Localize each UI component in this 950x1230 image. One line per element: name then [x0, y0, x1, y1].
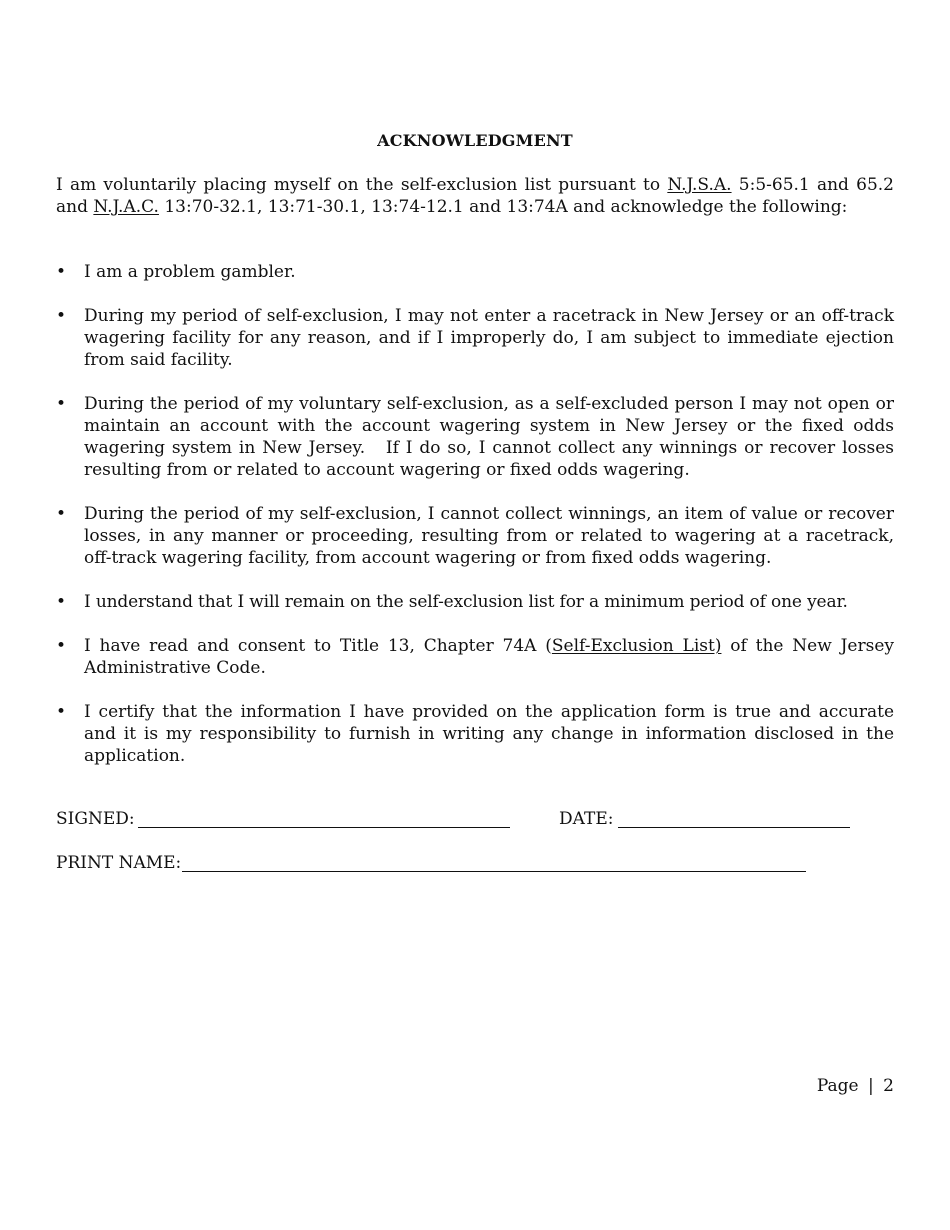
list-item — [56, 503, 894, 569]
bullet-icon: • — [56, 262, 67, 282]
list-item — [56, 701, 894, 767]
list-item-text: I understand that I will remain on the self-exclusion list for a minimum period of one year. — [84, 592, 848, 612]
self-exclusion-list-reference: Self-Exclusion List) — [551, 636, 722, 656]
list-item-text: During the period of my voluntary self-exclusion, as a self-excluded person I may not open or maintain an account with the account wagering system in New Jersey or the fixed odds wagering system in New Jersey. If I do so, I cannot collect any winnings or recover losses resulting from or related to account wagering or fixed odds wagering. — [84, 394, 900, 480]
print-name-field[interactable] — [182, 871, 806, 872]
list-item-text-1: I have read and consent to Title 13, Chapter 74A ( — [84, 636, 552, 656]
bullet-icon: • — [56, 702, 67, 722]
bullet-icon: • — [56, 504, 67, 524]
list-item-text: During my period of self-exclusion, I may not enter a racetrack in New Jersey or an off-track wagering facility for any reason, and if I improperly do, I am subject to immediate ejection from said facility. — [84, 306, 894, 370]
signed-label: SIGNED: — [56, 809, 135, 829]
page-separator: | — [868, 1076, 874, 1096]
bullet-icon: • — [56, 394, 67, 414]
intro-text-3: 13:70-32.1, 13:71-30.1, 13:74-12.1 and 13:74A and acknowledge the following: — [158, 197, 848, 217]
bullet-icon: • — [56, 636, 67, 656]
intro-paragraph — [56, 174, 894, 218]
bullet-icon: • — [56, 306, 67, 326]
date-label: DATE: — [559, 809, 614, 829]
intro-text-2: 5:5-65.1 and 65.2 and — [56, 175, 895, 217]
acknowledgment-list — [56, 261, 900, 789]
njac-reference: N.J.A.C. — [93, 197, 159, 217]
signature-row — [56, 808, 894, 832]
njsa-reference: N.J.S.A. — [667, 175, 732, 195]
list-item — [56, 305, 894, 371]
print-name-row — [56, 852, 894, 876]
page-number: 2 — [883, 1076, 894, 1096]
print-name-label: PRINT NAME: — [56, 853, 182, 873]
bullet-icon: • — [56, 592, 66, 612]
intro-text-1: I am voluntarily placing myself on the self-exclusion list pursuant to — [56, 175, 668, 195]
list-item — [56, 261, 894, 283]
list-item — [56, 635, 894, 679]
date-field[interactable] — [618, 827, 850, 828]
signature-field[interactable] — [138, 827, 510, 828]
list-item-text: I certify that the information I have provided on the application form is true and accurate and it is my responsibility to furnish in writing any change in information disclosed in the application. — [84, 702, 894, 766]
list-item-text: I am a problem gambler. — [84, 262, 296, 282]
page-label: Page — [816, 1076, 859, 1096]
list-item — [56, 393, 900, 481]
document-title: ACKNOWLEDGMENT — [377, 131, 573, 150]
list-item-text: During the period of my self-exclusion, I cannot collect winnings, an item of value or recover losses, in any manner or proceeding, resulting from or related to wagering at a racetrack, off-track wagering facility, from account wagering or from fixed odds wagering. — [84, 504, 894, 568]
list-item — [56, 591, 894, 613]
list-item-text-2: of the New Jersey Administrative Code. — [84, 636, 894, 678]
page-footer — [817, 1075, 894, 1097]
